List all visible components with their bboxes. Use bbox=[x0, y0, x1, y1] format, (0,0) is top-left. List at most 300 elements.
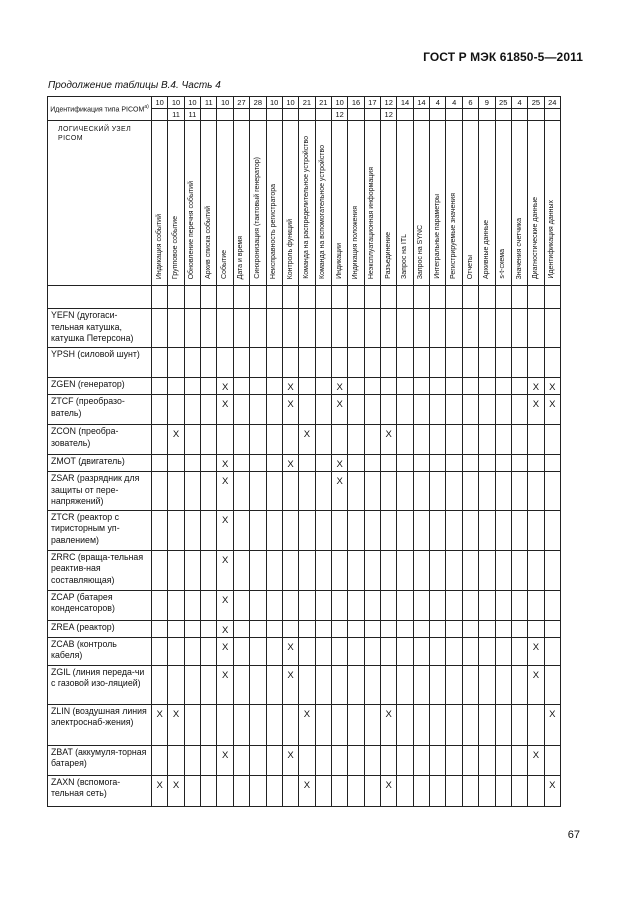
mark-cell bbox=[201, 472, 217, 511]
mark-cell bbox=[381, 620, 397, 637]
mark-cell bbox=[462, 745, 478, 775]
mark-cell: X bbox=[381, 704, 397, 745]
spacer-cell bbox=[397, 286, 413, 309]
table-row bbox=[48, 395, 561, 425]
column-header bbox=[217, 121, 233, 286]
mark-cell bbox=[430, 395, 446, 425]
mark-cell bbox=[250, 745, 266, 775]
table-row bbox=[48, 745, 561, 775]
picom-code-cell: 10 bbox=[168, 97, 184, 109]
column-header-label: Интегральные параметры bbox=[433, 194, 441, 279]
mark-cell bbox=[168, 590, 184, 620]
mark-cell bbox=[495, 378, 511, 395]
mark-cell bbox=[299, 395, 315, 425]
column-header bbox=[364, 121, 380, 286]
mark-cell bbox=[495, 472, 511, 511]
mark-cell bbox=[282, 704, 298, 745]
mark-cell bbox=[413, 472, 429, 511]
mark-cell bbox=[315, 309, 331, 348]
mark-cell bbox=[528, 590, 544, 620]
mark-cell: X bbox=[331, 455, 347, 472]
column-header-label: Групповое событие bbox=[172, 215, 180, 279]
picom-code-cell: 28 bbox=[250, 97, 266, 109]
mark-cell bbox=[331, 348, 347, 378]
page-number: 67 bbox=[567, 829, 580, 841]
mark-cell bbox=[201, 745, 217, 775]
picom-subcode-cell bbox=[430, 109, 446, 121]
mark-cell bbox=[233, 704, 249, 745]
mark-cell: X bbox=[528, 637, 544, 665]
mark-cell bbox=[250, 704, 266, 745]
mark-cell bbox=[282, 590, 298, 620]
mark-cell bbox=[299, 455, 315, 472]
mark-cell bbox=[348, 665, 364, 704]
spacer-cell bbox=[348, 286, 364, 309]
mark-cell bbox=[282, 620, 298, 637]
mark-cell bbox=[413, 745, 429, 775]
mark-cell bbox=[184, 590, 200, 620]
mark-cell bbox=[544, 550, 560, 590]
mark-cell bbox=[397, 590, 413, 620]
picom-id-header bbox=[48, 97, 152, 121]
mark-cell bbox=[446, 455, 462, 472]
mark-cell bbox=[511, 775, 527, 806]
mark-cell bbox=[495, 309, 511, 348]
mark-cell bbox=[511, 455, 527, 472]
mark-cell bbox=[544, 590, 560, 620]
picom-code-cell: 14 bbox=[397, 97, 413, 109]
mark-cell bbox=[201, 309, 217, 348]
mark-cell bbox=[348, 637, 364, 665]
mark-cell bbox=[217, 775, 233, 806]
mark-cell bbox=[381, 510, 397, 550]
spacer-cell bbox=[413, 286, 429, 309]
mark-cell bbox=[479, 775, 495, 806]
spacer-cell bbox=[430, 286, 446, 309]
picom-code-cell: 10 bbox=[282, 97, 298, 109]
table-row bbox=[48, 378, 561, 395]
mark-cell bbox=[462, 378, 478, 395]
mark-cell bbox=[152, 472, 168, 511]
table-row bbox=[48, 455, 561, 472]
mark-cell bbox=[152, 510, 168, 550]
mark-cell bbox=[528, 472, 544, 511]
mark-cell bbox=[201, 775, 217, 806]
mark-cell: X bbox=[544, 704, 560, 745]
column-header-label: Индикации bbox=[335, 243, 343, 279]
mark-cell bbox=[528, 348, 544, 378]
mark-cell bbox=[233, 620, 249, 637]
mark-cell bbox=[511, 378, 527, 395]
table-row bbox=[48, 665, 561, 704]
logical-node-name: ZTCF (преобразо-ватель) bbox=[48, 395, 152, 425]
mark-cell bbox=[201, 425, 217, 455]
picom-subcode-cell bbox=[413, 109, 429, 121]
mark-cell bbox=[511, 510, 527, 550]
logical-node-name: ZAXN (вспомога-тельная сеть) bbox=[48, 775, 152, 806]
picom-code-cell: 17 bbox=[364, 97, 380, 109]
column-header-label: Команда на вспомогательное устройство bbox=[319, 144, 327, 279]
column-header-label: Регистрируемые значения bbox=[450, 193, 458, 279]
mark-cell bbox=[430, 510, 446, 550]
mark-cell bbox=[413, 620, 429, 637]
mark-cell bbox=[315, 378, 331, 395]
mark-cell bbox=[266, 665, 282, 704]
mark-cell bbox=[511, 425, 527, 455]
spacer-cell bbox=[479, 286, 495, 309]
mark-cell bbox=[397, 704, 413, 745]
mark-cell bbox=[544, 455, 560, 472]
table-row bbox=[48, 637, 561, 665]
mark-cell bbox=[184, 704, 200, 745]
mark-cell bbox=[397, 550, 413, 590]
picom-subcode-cell bbox=[446, 109, 462, 121]
spacer-cell bbox=[233, 286, 249, 309]
picom-code-cell: 10 bbox=[217, 97, 233, 109]
logical-node-name: ZLIN (воздушная линия электроснаб-жения) bbox=[48, 704, 152, 745]
mark-cell bbox=[479, 455, 495, 472]
picom-code-cell: 16 bbox=[348, 97, 364, 109]
mark-cell bbox=[446, 620, 462, 637]
mark-cell bbox=[364, 309, 380, 348]
column-header bbox=[152, 121, 168, 286]
mark-cell bbox=[250, 425, 266, 455]
mark-cell: X bbox=[217, 745, 233, 775]
mark-cell bbox=[168, 472, 184, 511]
picom-subcode-cell bbox=[462, 109, 478, 121]
mark-cell bbox=[364, 425, 380, 455]
mark-cell bbox=[266, 775, 282, 806]
spacer-cell bbox=[511, 286, 527, 309]
column-header bbox=[430, 121, 446, 286]
mark-cell bbox=[381, 745, 397, 775]
picom-subcode-cell bbox=[544, 109, 560, 121]
mark-cell bbox=[364, 620, 380, 637]
picom-subcode-cell bbox=[348, 109, 364, 121]
column-header bbox=[168, 121, 184, 286]
table-row bbox=[48, 309, 561, 348]
picom-code-cell: 10 bbox=[184, 97, 200, 109]
mark-cell: X bbox=[217, 395, 233, 425]
spacer-cell bbox=[495, 286, 511, 309]
column-header bbox=[266, 121, 282, 286]
mark-cell bbox=[397, 665, 413, 704]
picom-subcode-cell: 12 bbox=[331, 109, 347, 121]
table-caption: Продолжение таблицы В.4. Часть 4 bbox=[48, 80, 221, 91]
mark-cell bbox=[413, 775, 429, 806]
mark-cell bbox=[315, 395, 331, 425]
mark-cell bbox=[495, 510, 511, 550]
mark-cell bbox=[495, 620, 511, 637]
mark-cell bbox=[233, 395, 249, 425]
mark-cell bbox=[331, 637, 347, 665]
column-header-label: Идентификация данных bbox=[548, 200, 556, 279]
mark-cell bbox=[544, 510, 560, 550]
mark-cell bbox=[168, 745, 184, 775]
mark-cell bbox=[250, 775, 266, 806]
mark-cell bbox=[299, 348, 315, 378]
spacer-cell bbox=[381, 286, 397, 309]
mark-cell bbox=[152, 378, 168, 395]
mark-cell: X bbox=[217, 550, 233, 590]
mark-cell bbox=[315, 775, 331, 806]
picom-subcode-cell bbox=[233, 109, 249, 121]
picom-code-cell: 10 bbox=[152, 97, 168, 109]
mark-cell bbox=[168, 348, 184, 378]
mark-cell bbox=[364, 775, 380, 806]
mark-cell bbox=[217, 309, 233, 348]
mark-cell bbox=[266, 590, 282, 620]
mark-cell bbox=[446, 637, 462, 665]
picom-id-label: Идентификация типа PICOM bbox=[50, 106, 145, 114]
mark-cell bbox=[413, 425, 429, 455]
logical-node-name: ZGEN (генератор) bbox=[48, 378, 152, 395]
mark-cell: X bbox=[282, 665, 298, 704]
mark-cell bbox=[233, 378, 249, 395]
mark-cell: X bbox=[152, 775, 168, 806]
mark-cell: X bbox=[217, 637, 233, 665]
mark-cell bbox=[250, 637, 266, 665]
mark-cell bbox=[462, 425, 478, 455]
mark-cell bbox=[413, 590, 429, 620]
mark-cell bbox=[430, 378, 446, 395]
picom-subcode-cell bbox=[479, 109, 495, 121]
mark-cell bbox=[331, 665, 347, 704]
picom-subcode-cell: 12 bbox=[381, 109, 397, 121]
mark-cell bbox=[250, 378, 266, 395]
mark-cell bbox=[233, 309, 249, 348]
mark-cell bbox=[381, 550, 397, 590]
picom-subcode-cell bbox=[495, 109, 511, 121]
mark-cell bbox=[201, 395, 217, 425]
mark-cell bbox=[233, 775, 249, 806]
mark-cell: X bbox=[217, 510, 233, 550]
logical-node-name: ZGIL (линия переда-чи с газовой изо-ляцией) bbox=[48, 665, 152, 704]
mark-cell bbox=[233, 550, 249, 590]
mark-cell bbox=[381, 472, 397, 511]
mark-cell bbox=[299, 637, 315, 665]
column-header-label: Значения счетчика bbox=[515, 217, 523, 279]
picom-subcode-cell bbox=[201, 109, 217, 121]
mark-cell bbox=[511, 472, 527, 511]
mark-cell bbox=[315, 620, 331, 637]
column-header-label: Индикация положения bbox=[351, 205, 359, 279]
mark-cell bbox=[184, 665, 200, 704]
mark-cell bbox=[413, 665, 429, 704]
mark-cell bbox=[397, 472, 413, 511]
mark-cell bbox=[201, 665, 217, 704]
mark-cell bbox=[299, 745, 315, 775]
mark-cell bbox=[299, 665, 315, 704]
mark-cell bbox=[430, 745, 446, 775]
table-row bbox=[48, 590, 561, 620]
mark-cell bbox=[511, 704, 527, 745]
mark-cell bbox=[479, 309, 495, 348]
mark-cell bbox=[397, 378, 413, 395]
mark-cell bbox=[381, 637, 397, 665]
mark-cell bbox=[446, 425, 462, 455]
column-header-label: Неисправность регистратора bbox=[270, 183, 278, 279]
mark-cell bbox=[250, 348, 266, 378]
mark-cell bbox=[479, 472, 495, 511]
mark-cell bbox=[348, 425, 364, 455]
mark-cell bbox=[315, 425, 331, 455]
mark-cell bbox=[446, 472, 462, 511]
mark-cell: X bbox=[282, 745, 298, 775]
mark-cell bbox=[315, 704, 331, 745]
mark-cell bbox=[544, 745, 560, 775]
mark-cell bbox=[184, 550, 200, 590]
mark-cell bbox=[348, 472, 364, 511]
mark-cell bbox=[348, 510, 364, 550]
spacer-cell bbox=[364, 286, 380, 309]
mark-cell bbox=[495, 745, 511, 775]
mark-cell: X bbox=[528, 395, 544, 425]
mark-cell bbox=[315, 510, 331, 550]
column-header bbox=[201, 121, 217, 286]
mark-cell bbox=[201, 550, 217, 590]
spacer-cell bbox=[250, 286, 266, 309]
mark-cell bbox=[184, 745, 200, 775]
mark-cell bbox=[348, 378, 364, 395]
mark-cell bbox=[430, 665, 446, 704]
mark-cell bbox=[184, 378, 200, 395]
mark-cell bbox=[495, 395, 511, 425]
mark-cell bbox=[266, 510, 282, 550]
column-header bbox=[315, 121, 331, 286]
mark-cell bbox=[299, 472, 315, 511]
mark-cell bbox=[446, 309, 462, 348]
mark-cell bbox=[479, 665, 495, 704]
mark-cell bbox=[250, 665, 266, 704]
picom-code-cell: 10 bbox=[331, 97, 347, 109]
mark-cell bbox=[397, 348, 413, 378]
mark-cell bbox=[282, 775, 298, 806]
table-row bbox=[48, 550, 561, 590]
mark-cell bbox=[511, 348, 527, 378]
spacer-cell bbox=[217, 286, 233, 309]
column-header-label: Запрос на ITL bbox=[401, 234, 409, 279]
mark-cell bbox=[413, 510, 429, 550]
logical-node-header: ЛОГИЧЕСКИЙ УЗЕЛ PICOM bbox=[48, 121, 152, 286]
mark-cell bbox=[217, 425, 233, 455]
mark-cell bbox=[201, 620, 217, 637]
mark-cell bbox=[201, 348, 217, 378]
mark-cell bbox=[168, 378, 184, 395]
mark-cell bbox=[528, 775, 544, 806]
mark-cell bbox=[495, 348, 511, 378]
picom-subcode-cell: 11 bbox=[168, 109, 184, 121]
mark-cell bbox=[479, 395, 495, 425]
mark-cell bbox=[168, 620, 184, 637]
column-header bbox=[495, 121, 511, 286]
mark-cell bbox=[152, 395, 168, 425]
mark-cell bbox=[184, 455, 200, 472]
mark-cell bbox=[430, 348, 446, 378]
mark-cell bbox=[364, 378, 380, 395]
mark-cell bbox=[233, 348, 249, 378]
mark-cell bbox=[184, 620, 200, 637]
mark-cell bbox=[331, 590, 347, 620]
mark-cell bbox=[233, 665, 249, 704]
picom-subcode-cell bbox=[152, 109, 168, 121]
mark-cell bbox=[364, 395, 380, 425]
mark-cell bbox=[479, 637, 495, 665]
column-header bbox=[331, 121, 347, 286]
column-header bbox=[413, 121, 429, 286]
mark-cell bbox=[511, 665, 527, 704]
mark-cell bbox=[168, 637, 184, 665]
mark-cell bbox=[266, 620, 282, 637]
column-header-label: Дата и время bbox=[237, 235, 245, 279]
mark-cell bbox=[233, 455, 249, 472]
mark-cell bbox=[479, 745, 495, 775]
picom-subcode-cell bbox=[266, 109, 282, 121]
mark-cell bbox=[462, 704, 478, 745]
mark-cell bbox=[528, 704, 544, 745]
column-header-label: Обновление перечня событий bbox=[188, 180, 196, 279]
mark-cell bbox=[364, 348, 380, 378]
mark-cell bbox=[528, 309, 544, 348]
column-header-label: Диагностические данные bbox=[531, 197, 539, 279]
mark-cell bbox=[462, 455, 478, 472]
mark-cell: X bbox=[282, 378, 298, 395]
mark-cell bbox=[479, 620, 495, 637]
mark-cell bbox=[266, 425, 282, 455]
spacer-cell bbox=[299, 286, 315, 309]
mark-cell bbox=[250, 472, 266, 511]
mark-cell bbox=[479, 425, 495, 455]
spacer-cell bbox=[48, 286, 152, 309]
mark-cell bbox=[331, 775, 347, 806]
mark-cell bbox=[397, 775, 413, 806]
spacer-cell bbox=[282, 286, 298, 309]
logical-node-name: ZMOT (двигатель) bbox=[48, 455, 152, 472]
mark-cell bbox=[348, 348, 364, 378]
picom-code-cell: 27 bbox=[233, 97, 249, 109]
mark-cell bbox=[348, 704, 364, 745]
column-header-label: Событие bbox=[221, 250, 229, 279]
picom-code-cell: 11 bbox=[201, 97, 217, 109]
table-row bbox=[48, 775, 561, 806]
mark-cell bbox=[217, 704, 233, 745]
mark-cell bbox=[299, 620, 315, 637]
column-header bbox=[446, 121, 462, 286]
mark-cell bbox=[495, 550, 511, 590]
mark-cell: X bbox=[217, 378, 233, 395]
mark-cell bbox=[168, 455, 184, 472]
table-row bbox=[48, 704, 561, 745]
logical-node-name: ZRRC (враща-тельная реактив-ная составляющая) bbox=[48, 550, 152, 590]
mark-cell bbox=[266, 472, 282, 511]
mark-cell bbox=[381, 309, 397, 348]
mark-cell bbox=[266, 348, 282, 378]
logical-node-name: ZBAT (аккумуля-торная батарея) bbox=[48, 745, 152, 775]
mark-cell bbox=[397, 620, 413, 637]
mark-cell bbox=[364, 550, 380, 590]
mark-cell: X bbox=[168, 425, 184, 455]
picom-subcode-cell bbox=[364, 109, 380, 121]
mark-cell bbox=[168, 550, 184, 590]
mark-cell bbox=[250, 455, 266, 472]
mark-cell bbox=[299, 510, 315, 550]
mark-cell bbox=[152, 665, 168, 704]
mark-cell bbox=[250, 550, 266, 590]
spacer-cell bbox=[152, 286, 168, 309]
picom-subcode-cell: 11 bbox=[184, 109, 200, 121]
mark-cell bbox=[364, 455, 380, 472]
mark-cell bbox=[495, 455, 511, 472]
